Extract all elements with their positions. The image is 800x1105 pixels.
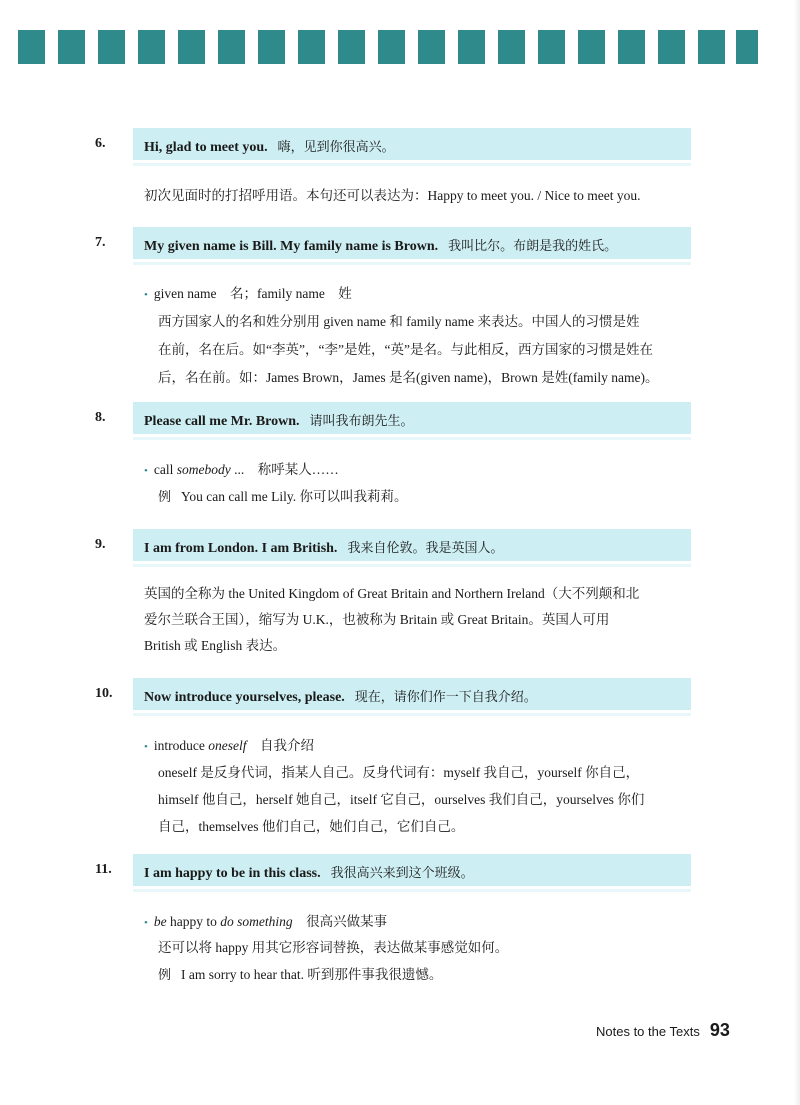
bullet-text: ... 称呼某人…… <box>230 462 339 477</box>
band-square <box>298 30 325 64</box>
note-heading <box>144 235 617 255</box>
note-number: 6. <box>95 136 106 151</box>
bullet-text: introduce <box>153 738 209 753</box>
page-edge-shadow <box>794 0 800 1105</box>
page-number: 93 <box>709 1020 730 1040</box>
footer-title: Notes to the Texts <box>596 1024 700 1039</box>
bullet-italic-text: do something <box>220 914 293 929</box>
note-body: 初次见面时的打招呼用语。本句还可以表达为：Happy to meet you. / Nice to meet you. <box>144 188 641 203</box>
bullet-dot-icon: • <box>144 289 148 301</box>
heading-chinese: 现在，请你们作一下自我介绍。 <box>354 690 537 705</box>
band-square <box>218 30 245 64</box>
bullet-text: happy to <box>166 914 221 929</box>
note-heading <box>144 136 395 156</box>
example-mark: 例 <box>158 968 172 983</box>
top-decorative-band <box>18 30 758 64</box>
bullet-line <box>144 456 339 485</box>
note-body-line: 后，名在前。如：James Brown，James 是名(given name)，Brown 是姓(family name)。 <box>158 370 659 385</box>
band-square <box>658 30 685 64</box>
bullet-text: call <box>153 462 177 477</box>
band-square <box>458 30 485 64</box>
band-square <box>258 30 285 64</box>
bullet-text: 自我介绍 <box>246 738 314 753</box>
note-body-line: 自己，themselves 他们自己，她们自己，它们自己。 <box>158 819 465 834</box>
note-heading <box>144 537 503 557</box>
band-square <box>58 30 85 64</box>
band-square <box>138 30 165 64</box>
band-square <box>698 30 725 64</box>
bullet-line <box>144 280 352 309</box>
heading-chinese: 请叫我布朗先生。 <box>309 414 414 429</box>
note-number: 11. <box>95 862 112 877</box>
note-number: 10. <box>95 686 113 701</box>
heading-chinese: 我叫比尔。布朗是我的姓氏。 <box>448 239 618 254</box>
note-body-line: 英国的全称为 the United Kingdom of Great Britain and Northern Ireland（大不列颠和北 <box>144 586 640 601</box>
note-body-line: 西方国家人的名和姓分别用 given name 和 family name 来表达。中国人的习惯是姓 <box>158 314 640 329</box>
heading-chinese: 我很高兴来到这个班级。 <box>330 866 474 881</box>
heading-english: Hi, glad to meet you. <box>144 140 268 155</box>
page-footer <box>596 1020 730 1041</box>
bullet-italic-text: oneself <box>208 738 247 753</box>
band-square <box>98 30 125 64</box>
bullet-dot-icon: • <box>144 917 148 929</box>
band-square <box>18 30 45 64</box>
bullet-line <box>144 908 387 937</box>
band-end-block <box>736 30 758 64</box>
note-body-line: 还可以将 happy 用其它形容词替换，表达做某事感觉如何。 <box>158 940 509 955</box>
heading-chinese: 嗨，见到你很高兴。 <box>277 140 395 155</box>
example-text: I am sorry to hear that. 听到那件事我很遗憾。 <box>181 967 443 982</box>
bullet-text: 很高兴做某事 <box>292 914 388 929</box>
bullet-italic-text: somebody <box>176 462 231 477</box>
band-square <box>618 30 645 64</box>
note-body-line: 在前，名在后。如“李英”，“李”是姓，“英”是名。与此相反，西方国家的习惯是姓在 <box>158 342 653 357</box>
heading-english: I am from London. I am British. <box>144 541 338 556</box>
heading-english: Please call me Mr. Brown. <box>144 414 300 429</box>
bullet-line <box>144 732 314 761</box>
note-number: 7. <box>95 235 106 250</box>
bullet-italic-text: be <box>153 914 167 929</box>
note-body-line: oneself 是反身代词，指某人自己。反身代词有：myself 我自己，yourself 你自己， <box>158 765 640 780</box>
bullet-dot-icon: • <box>144 741 148 753</box>
note-heading <box>144 862 474 882</box>
note-heading <box>144 686 537 706</box>
note-heading <box>144 410 414 430</box>
note-body-line: 爱尔兰联合王国），缩写为 U.K.，也被称为 Britain 或 Great Britain。英国人可用 <box>144 612 610 627</box>
heading-english: My given name is Bill. My family name is Brown. <box>144 239 439 254</box>
example-line <box>158 483 698 512</box>
heading-english: Now introduce yourselves, please. <box>144 690 345 705</box>
heading-english: I am happy to be in this class. <box>144 866 321 881</box>
note-body-line: himself 他自己，herself 她自己，itself 它自己，ourselves 我们自己，yourselves 你们 <box>158 792 645 807</box>
band-square <box>498 30 525 64</box>
example-line <box>158 961 698 990</box>
example-text: You can call me Lily. 你可以叫我莉莉。 <box>181 489 408 504</box>
band-square <box>178 30 205 64</box>
band-square <box>578 30 605 64</box>
band-square <box>338 30 365 64</box>
note-number: 8. <box>95 410 106 425</box>
bullet-text: given name 名；family name 姓 <box>153 286 352 301</box>
band-square <box>418 30 445 64</box>
bullet-dot-icon: • <box>144 465 148 477</box>
band-square <box>378 30 405 64</box>
note-body-line: British 或 English 表达。 <box>144 638 287 653</box>
heading-chinese: 我来自伦敦。我是英国人。 <box>347 541 504 556</box>
example-mark: 例 <box>158 490 172 505</box>
note-number: 9. <box>95 537 106 552</box>
band-square <box>538 30 565 64</box>
